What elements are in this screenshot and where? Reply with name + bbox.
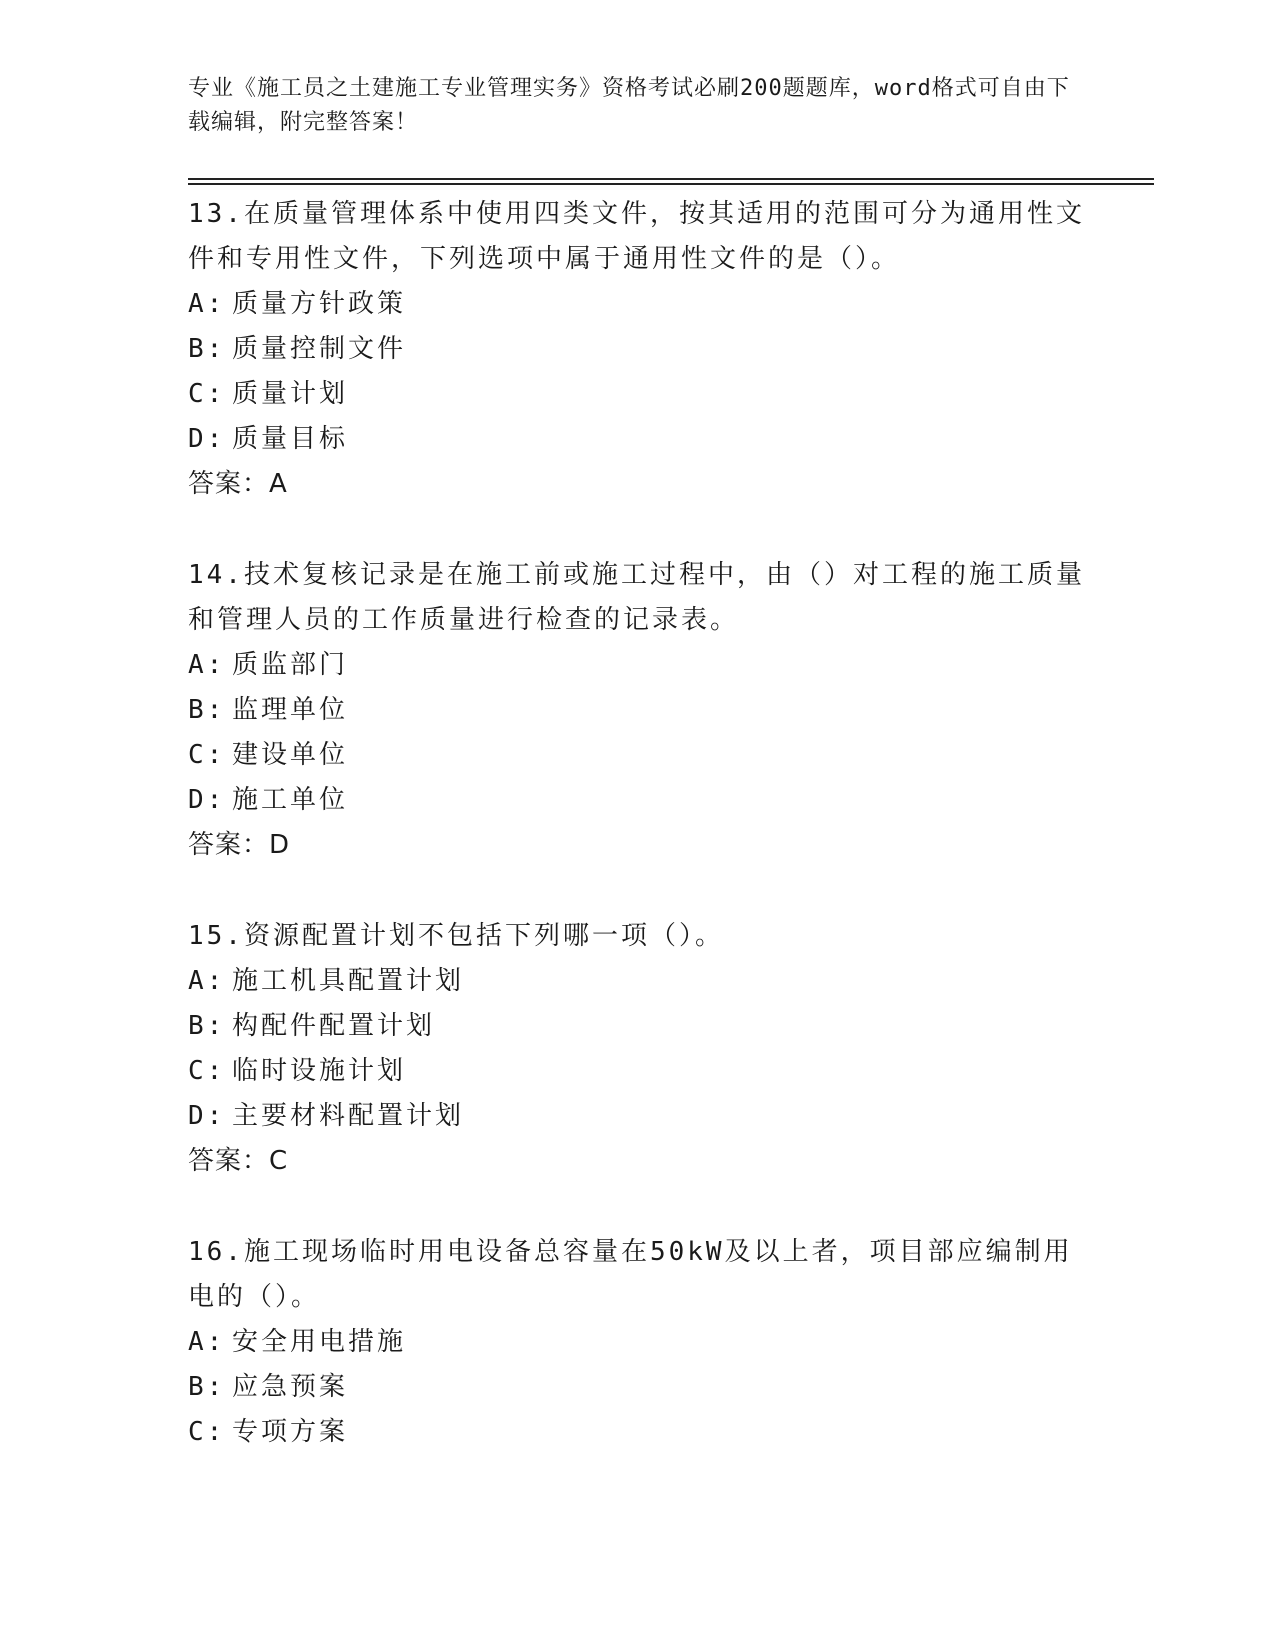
option-letter: C: [188,1417,226,1447]
option-text: 施工单位 [232,785,349,815]
option-text: 主要材料配置计划 [232,1101,465,1131]
option-a [188,643,1088,688]
header-rule-bottom [188,183,1154,185]
question-text: 16.施工现场临时用电设备总容量在50kW及以上者，项目部应编制用电的（）。 [188,1237,1073,1312]
option-text: 施工机具配置计划 [232,966,465,996]
option-text: 临时设施计划 [232,1056,407,1086]
option-d [188,778,1088,823]
document-header: 专业《施工员之土建施工专业管理实务》资格考试必刷200题题库，word格式可自由下载编辑，附完整答案！ [188,76,1070,135]
option-a [188,959,1088,1004]
option-letter: B: [188,1011,226,1041]
option-letter: D: [188,1101,226,1131]
option-letter: A: [188,966,226,996]
question-15 [188,914,1088,1184]
answer-line: 答案：D [188,830,291,860]
option-c [188,733,1088,778]
question-14 [188,553,1088,868]
option-b [188,688,1088,733]
option-letter: C: [188,1056,226,1086]
question-list [188,192,1088,1501]
option-letter: A: [188,1327,226,1357]
option-d [188,417,1088,462]
option-text: 构配件配置计划 [232,1011,436,1041]
option-letter: C: [188,379,226,409]
question-text: 15.资源配置计划不包括下列哪一项（）。 [188,921,724,951]
option-text: 应急预案 [232,1372,349,1402]
answer-line: 答案：A [188,469,288,499]
option-d [188,1094,1088,1139]
option-b [188,327,1088,372]
option-letter: D: [188,785,226,815]
option-letter: B: [188,1372,226,1402]
option-c [188,1410,1088,1455]
option-letter: D: [188,424,226,454]
option-letter: A: [188,289,226,319]
option-text: 质量控制文件 [232,334,407,364]
question-13 [188,192,1088,507]
option-text: 质量目标 [232,424,349,454]
option-text: 质量方针政策 [232,289,407,319]
option-text: 安全用电措施 [232,1327,407,1357]
option-text: 质监部门 [232,650,349,680]
question-text: 14.技术复核记录是在施工前或施工过程中，由（）对工程的施工质量和管理人员的工作质量进行检查的记录表。 [188,560,1085,635]
option-c [188,372,1088,417]
option-text: 质量计划 [232,379,349,409]
option-c [188,1049,1088,1094]
header-rule-top [188,178,1154,180]
question-16 [188,1230,1088,1455]
option-text: 监理单位 [232,695,349,725]
question-text: 13.在质量管理体系中使用四类文件，按其适用的范围可分为通用性文件和专用性文件，下列选项中属于通用性文件的是（）。 [188,199,1085,274]
option-letter: A: [188,650,226,680]
option-a [188,282,1088,327]
option-b [188,1365,1088,1410]
option-a [188,1320,1088,1365]
option-letter: B: [188,334,226,364]
option-text: 专项方案 [232,1417,349,1447]
option-letter: C: [188,740,226,770]
option-b [188,1004,1088,1049]
answer-line: 答案：C [188,1146,289,1176]
option-letter: B: [188,695,226,725]
option-text: 建设单位 [232,740,349,770]
